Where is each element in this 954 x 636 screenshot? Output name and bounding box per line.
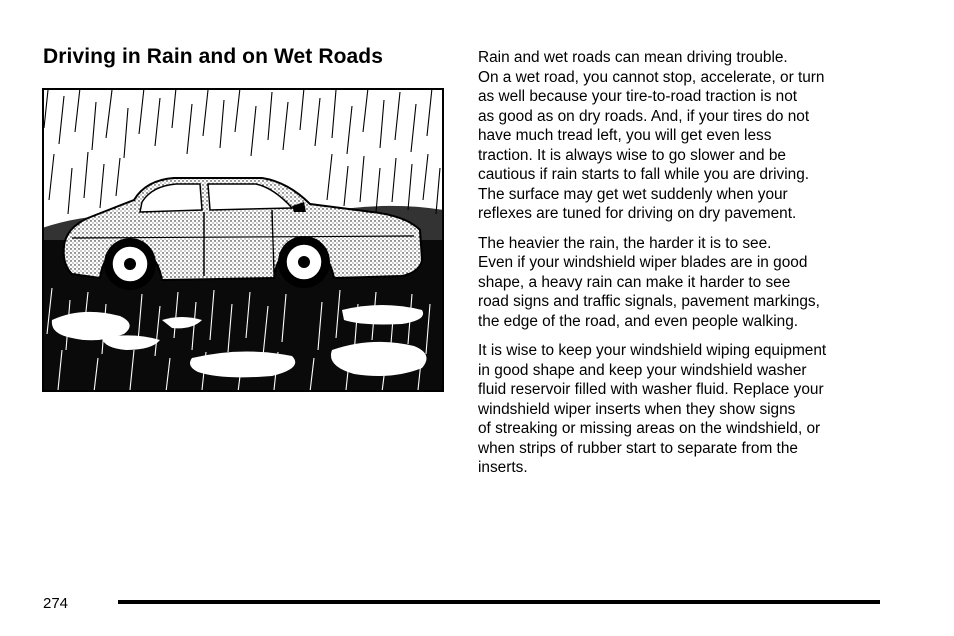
text-line: reflexes are tuned for driving on dry pavement. <box>478 205 797 222</box>
text-line: road signs and traffic signals, pavement markings, <box>478 293 820 310</box>
paragraph-wiper-maintenance <box>478 341 898 478</box>
text-line: of streaking or missing areas on the windshield, or <box>478 420 821 437</box>
footer-rule <box>118 600 880 604</box>
paragraph-visibility <box>478 234 898 332</box>
text-line: have much tread left, you will get even less <box>478 127 772 144</box>
text-line: traction. It is always wise to go slower and be <box>478 146 786 164</box>
text-line: inserts. <box>478 459 528 476</box>
text-line: Rain and wet roads can mean driving trouble. <box>478 49 788 66</box>
text-line: windshield wiper inserts when they show signs <box>478 400 796 418</box>
section-title: Driving in Rain and on Wet Roads <box>43 45 383 68</box>
text-line: On a wet road, you cannot stop, accelerate, or turn <box>478 68 825 86</box>
text-line: shape, a heavy rain can make it harder to see <box>478 273 791 291</box>
text-line: the edge of the road, and even people walking. <box>478 312 799 330</box>
car-in-rain-illustration <box>42 88 444 392</box>
text-line: It is wise to keep your windshield wiping equipment <box>478 342 827 359</box>
text-line: Even if your windshield wiper blades are in good <box>478 254 808 271</box>
text-line: The surface may get wet suddenly when your <box>478 185 788 203</box>
text-line: in good shape and keep your windshield washer <box>478 361 807 379</box>
paragraph-rain-driving <box>478 48 898 224</box>
text-line: fluid reservoir filled with washer fluid. Replace your <box>478 381 824 398</box>
text-line: cautious if rain starts to fall while you are driving. <box>478 166 810 183</box>
text-line: when strips of rubber start to separate from the <box>478 439 798 457</box>
text-line: as well because your tire-to-road traction is not <box>478 88 798 105</box>
text-line: as good as on dry roads. And, if your tires do not <box>478 107 810 125</box>
body-text <box>478 48 898 488</box>
text-line: The heavier the rain, the harder it is to see. <box>478 234 772 252</box>
page-number: 274 <box>43 595 69 612</box>
